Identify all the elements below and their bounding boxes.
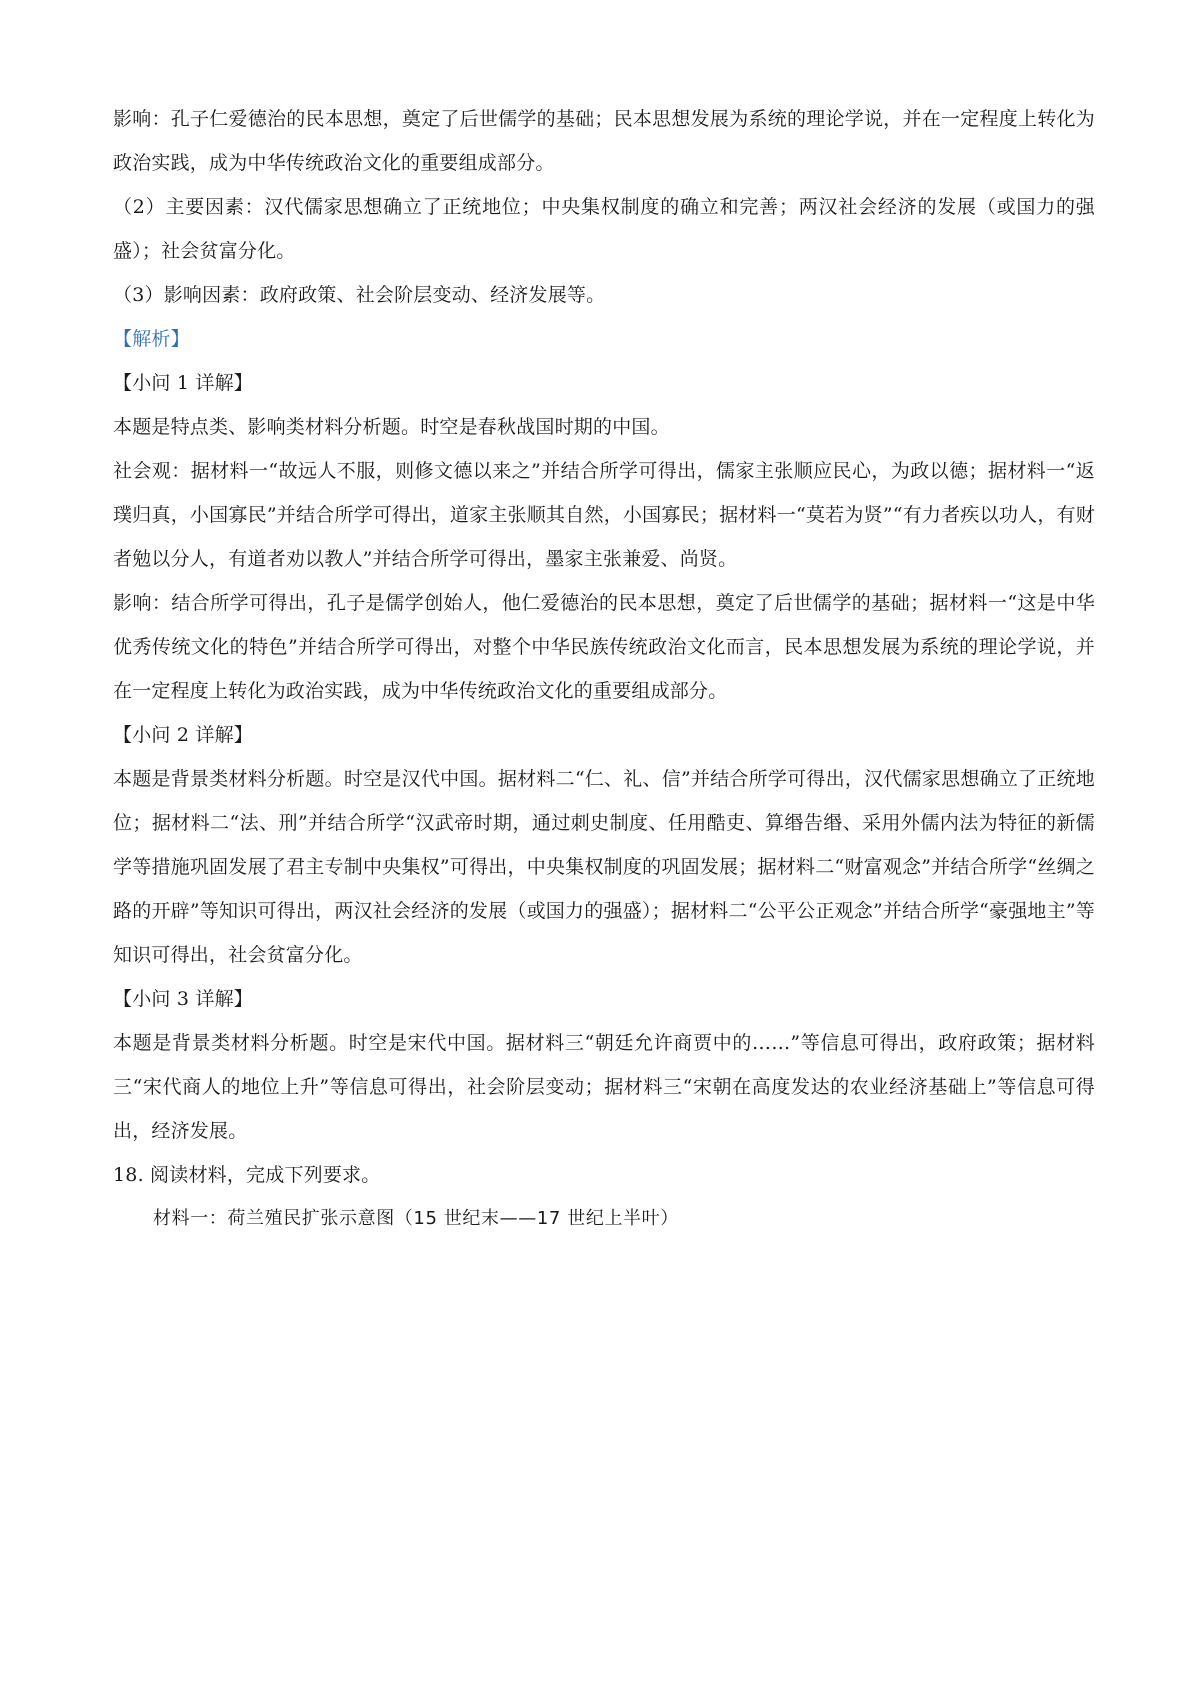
question-18-prompt: 18. 阅读材料，完成下列要求。	[113, 1164, 381, 1186]
material-one-caption: 材料一：荷兰殖民扩张示意图（15 世纪末——17 世纪上半叶）	[153, 1208, 679, 1229]
answer-q2-summary: （2）主要因素：汉代儒家思想确立了正统地位；中央集权制度的确立和完善；两汉社会经济的发展（或国力的强盛）；社会贫富分化。	[113, 196, 1095, 262]
answer-content	[113, 97, 1095, 1241]
q1-paragraph-influence: 影响：结合所学可得出，孔子是儒学创始人，他仁爱德治的民本思想，奠定了后世儒学的基础；据材料一“这是中华优秀传统文化的特色”并结合所学可得出，对整个中华民族传统政治文化而言，民本思想发展为系统的理论学说，并在一定程度上转化为政治实践，成为中华传统政治文化的重要组成部分。	[113, 592, 1095, 702]
answer-q3-summary: （3）影响因素：政府政策、社会阶层变动、经济发展等。	[113, 284, 606, 306]
answer-influence-summary: 影响：孔子仁爱德治的民本思想，奠定了后世儒学的基础；民本思想发展为系统的理论学说，并在一定程度上转化为政治实践，成为中华传统政治文化的重要组成部分。	[113, 108, 1095, 174]
q1-paragraph-intro: 本题是特点类、影响类材料分析题。时空是春秋战国时期的中国。	[113, 416, 670, 438]
q1-paragraph-social-view: 社会观：据材料一“故远人不服，则修文德以来之”并结合所学可得出，儒家主张顺应民心，为政以德；据材料一“返璞归真，小国寡民”并结合所学可得出，道家主张顺其自然，小国寡民；据材料一“莫若为贤”“有力者疾以功人，有财者勉以分人，有道者劝以教人”并结合所学可得出，墨家主张兼爱、尚贤。	[113, 460, 1095, 570]
q1-heading: 【小问 1 详解】	[113, 372, 253, 394]
q3-paragraph: 本题是背景类材料分析题。时空是宋代中国。据材料三“朝廷允许商贾中的……”等信息可得出，政府政策；据材料三“宋代商人的地位上升”等信息可得出，社会阶层变动；据材料三“宋朝在高度发达的农业经济基础上”等信息可得出，经济发展。	[113, 1032, 1095, 1142]
q3-heading: 【小问 3 详解】	[113, 988, 253, 1010]
analysis-label: 【解析】	[113, 328, 190, 350]
q2-paragraph: 本题是背景类材料分析题。时空是汉代中国。据材料二“仁、礼、信”并结合所学可得出，汉代儒家思想确立了正统地位；据材料二“法、刑”并结合所学“汉武帝时期，通过刺史制度、任用酷吏、算缗告缗、采用外儒内法为特征的新儒学等措施巩固发展了君主专制中央集权”可得出，中央集权制度的巩固发展；据材料二“财富观念”并结合所学“丝绸之路的开辟”等知识可得出，两汉社会经济的发展（或国力的强盛）；据材料二“公平公正观念”并结合所学“豪强地主”等知识可得出，社会贫富分化。	[113, 768, 1095, 966]
q2-heading: 【小问 2 详解】	[113, 724, 253, 746]
